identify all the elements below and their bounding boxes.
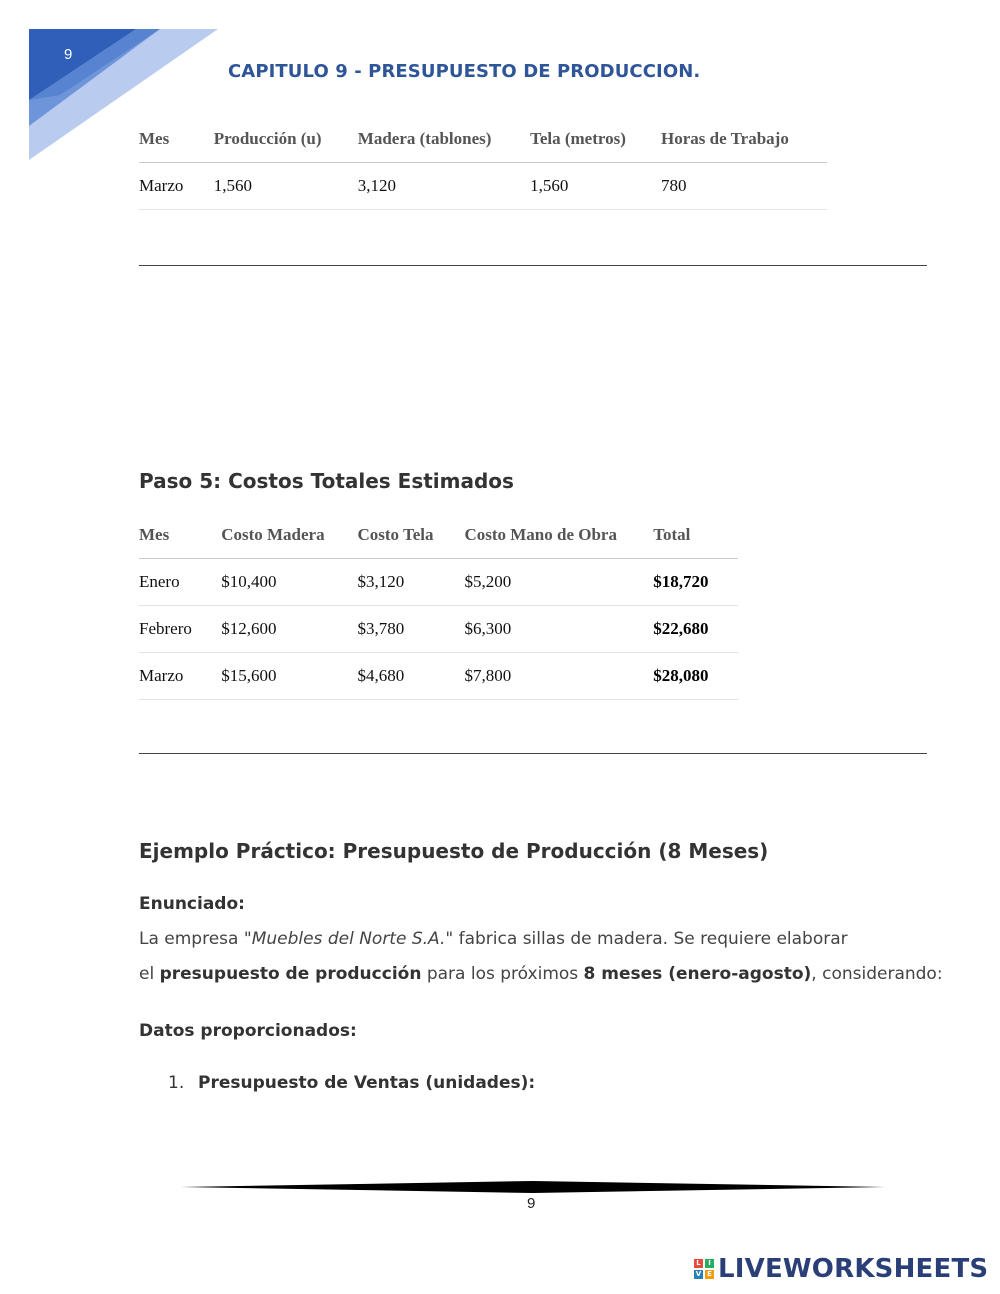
- costs-table: [139, 512, 738, 700]
- materials-table: [139, 116, 827, 210]
- table-header-cell: Tela (metros): [530, 116, 661, 163]
- section-divider: [139, 265, 927, 266]
- enunciado-line-1: [139, 929, 848, 949]
- total-cell: $18,720: [653, 559, 738, 606]
- table-header-cell: Total: [653, 512, 738, 559]
- table-header-cell: Mes: [139, 512, 221, 559]
- section-divider: [139, 753, 927, 754]
- total-cell: $28,080: [653, 653, 738, 700]
- logo-cell: V: [695, 1270, 702, 1278]
- table-cell: Marzo: [139, 163, 214, 210]
- bold-span: 8 meses (enero-agosto): [583, 964, 812, 984]
- table-cell: $5,200: [464, 559, 653, 606]
- table-cell: $3,120: [357, 559, 464, 606]
- list-item: [168, 1073, 535, 1093]
- text-span: para los próximos: [421, 964, 584, 984]
- footer-page-number: 9: [527, 1195, 536, 1212]
- example-heading: Ejemplo Práctico: Presupuesto de Producción (8 Meses): [139, 839, 769, 863]
- table-header-cell: Costo Madera: [221, 512, 357, 559]
- table-header-row: [139, 116, 827, 163]
- table-row: [139, 559, 738, 606]
- table-cell: $15,600: [221, 653, 357, 700]
- logo-cell: I: [705, 1259, 714, 1268]
- total-cell: $22,680: [653, 606, 738, 653]
- table-cell: $12,600: [221, 606, 357, 653]
- table-cell: Enero: [139, 559, 221, 606]
- logo-grid-icon: [694, 1259, 714, 1279]
- company-name: Muebles del Norte S.A.: [251, 929, 446, 949]
- datos-label: Datos proporcionados:: [139, 1021, 357, 1041]
- table-header-cell: Costo Tela: [357, 512, 464, 559]
- logo-cell: E: [705, 1270, 714, 1279]
- table-cell: 1,560: [214, 163, 358, 210]
- table-row: [139, 653, 738, 700]
- table-cell: $4,680: [357, 653, 464, 700]
- table-row: [139, 606, 738, 653]
- table-header-row: [139, 512, 738, 559]
- chapter-title: CAPITULO 9 - PRESUPUESTO DE PRODUCCION.: [228, 61, 701, 82]
- list-number: 1.: [168, 1073, 185, 1093]
- table-header-cell: Madera (tablones): [358, 116, 530, 163]
- table-cell: Marzo: [139, 653, 221, 700]
- footer-divider: [181, 1180, 885, 1194]
- table-cell: 780: [661, 163, 827, 210]
- header-page-number: 9: [64, 46, 73, 63]
- brand-name: LIVEWORKSHEETS: [718, 1254, 989, 1284]
- table-cell: 1,560: [530, 163, 661, 210]
- table-header-cell: Horas de Trabajo: [661, 116, 827, 163]
- table-cell: 3,120: [358, 163, 530, 210]
- text-span: " fabrica sillas de madera. Se requiere elaborar: [445, 929, 848, 949]
- bold-span: presupuesto de producción: [159, 964, 422, 984]
- table-row: [139, 163, 827, 210]
- table-cell: $7,800: [464, 653, 653, 700]
- logo-cell: L: [694, 1259, 703, 1268]
- table-cell: Febrero: [139, 606, 221, 653]
- list-item-text: Presupuesto de Ventas (unidades):: [198, 1073, 536, 1093]
- text-span: La empresa ": [139, 929, 252, 949]
- table-header-cell: Producción (u): [214, 116, 358, 163]
- table-cell: $6,300: [464, 606, 653, 653]
- enunciado-label: Enunciado:: [139, 894, 245, 914]
- text-span: , considerando:: [811, 964, 943, 984]
- paso5-heading: Paso 5: Costos Totales Estimados: [139, 469, 514, 493]
- table-cell: $10,400: [221, 559, 357, 606]
- table-header-cell: Costo Mano de Obra: [464, 512, 653, 559]
- enunciado-line-2: [139, 964, 943, 984]
- table-cell: $3,780: [357, 606, 464, 653]
- liveworksheets-logo: [694, 1254, 988, 1284]
- text-span: el: [139, 964, 160, 984]
- table-header-cell: Mes: [139, 116, 214, 163]
